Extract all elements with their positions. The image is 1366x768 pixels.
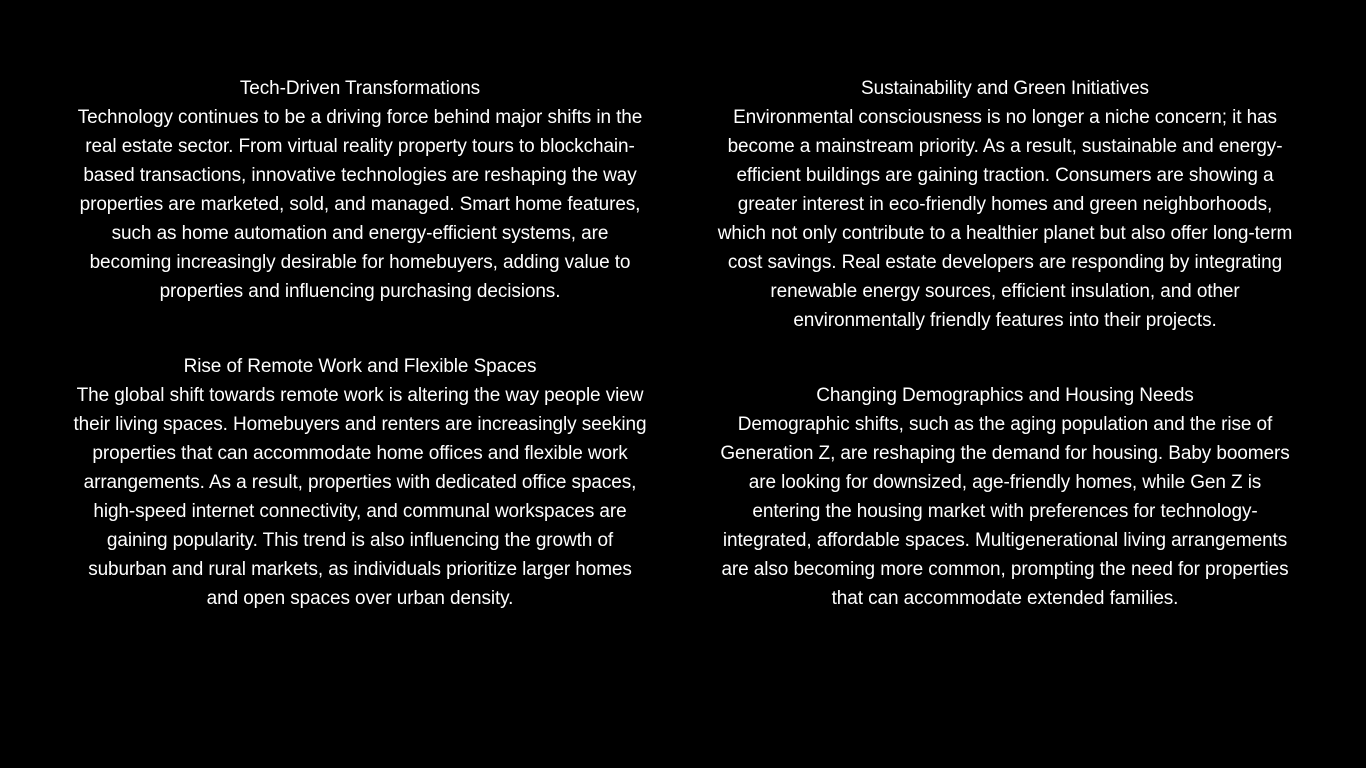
right-column: [715, 74, 1295, 613]
section-body: Demographic shifts, such as the aging population and the rise of Generation Z, are reshaping the demand for housing. Baby boomers are looking for downsized, age-friendly homes, while Gen Z is entering the housing market with preferences for technology-integrated, affordable spaces. Multigenerational living arrangements are also becoming more common, prompting the need for properties that can accommodate extended families.: [720, 414, 1290, 609]
section-demographics: [715, 381, 1295, 613]
section-title: Changing Demographics and Housing Needs: [816, 385, 1194, 406]
section-title: Tech-Driven Transformations: [239, 78, 481, 99]
section-title: Sustainability and Green Initiatives: [861, 78, 1149, 99]
section-remote-work: [70, 352, 650, 613]
section-tech-driven-transformations: [70, 74, 650, 306]
left-column: [70, 74, 650, 613]
section-title: Rise of Remote Work and Flexible Spaces: [183, 356, 537, 377]
section-body: The global shift towards remote work is altering the way people view their living spaces. Homebuyers and renters are increasingly seeking properties that can accommodate home offices and flexible work arrangements. As a result, properties with dedicated office spaces, high-speed internet connectivity, and communal workspaces are gaining popularity. This trend is also influencing the growth of suburban and rural markets, as individuals prioritize larger homes and open spaces over urban density.: [73, 385, 647, 609]
section-body: Technology continues to be a driving force behind major shifts in the real estate sector. From virtual reality property tours to blockchain-based transactions, innovative technologies are reshaping the way properties are marketed, sold, and managed. Smart home features, such as home automation and energy-efficient systems, are becoming increasingly desirable for homebuyers, adding value to properties and influencing purchasing decisions.: [77, 107, 643, 302]
section-sustainability: [715, 74, 1295, 335]
section-body: Environmental consciousness is no longer a niche concern; it has become a mainstream priority. As a result, sustainable and energy-efficient buildings are gaining traction. Consumers are showing a greater interest in eco-friendly homes and green neighborhoods, which not only contribute to a healthier planet but also offer long-term cost savings. Real estate developers are responding by integrating renewable energy sources, efficient insulation, and other environmentally friendly features into their projects.: [717, 107, 1293, 331]
